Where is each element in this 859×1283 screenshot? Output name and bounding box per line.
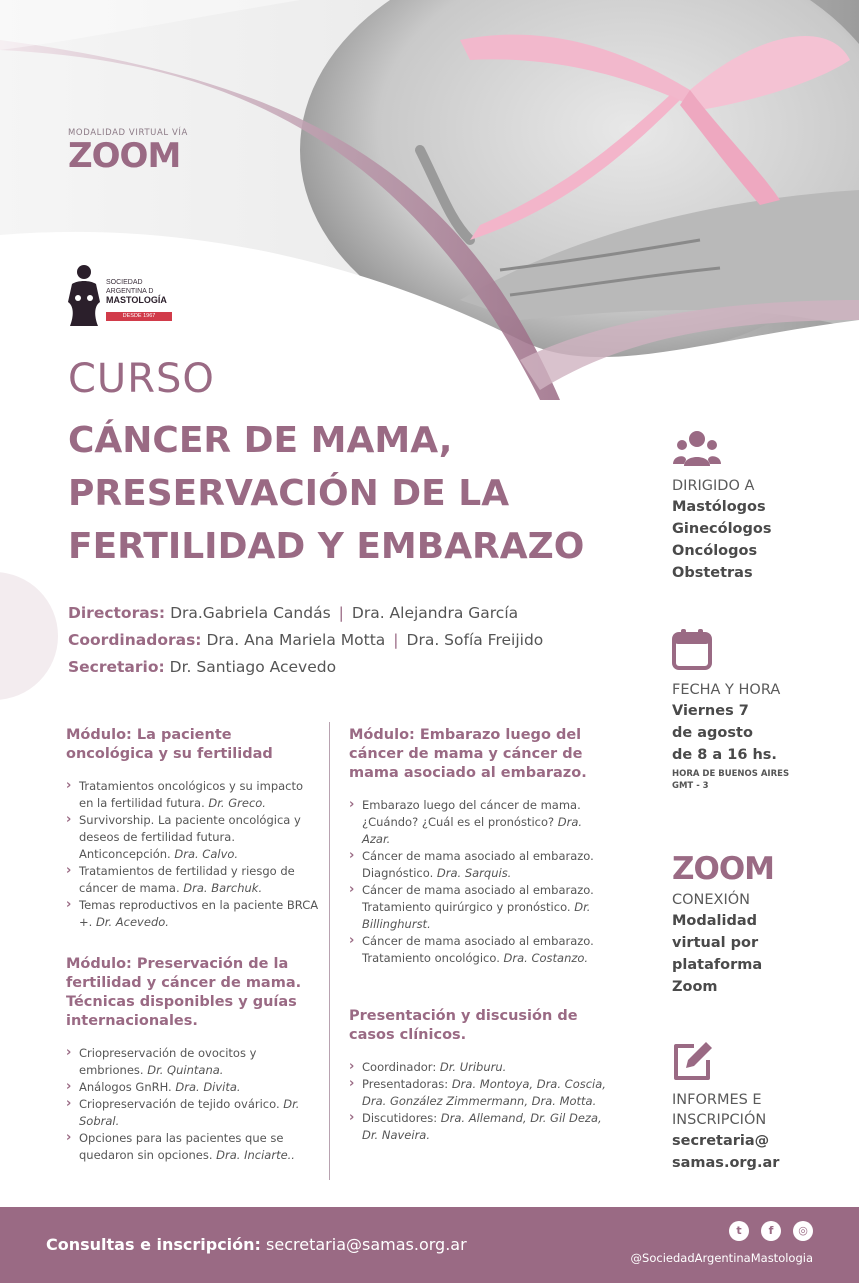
footer-contact — [46, 1235, 467, 1254]
hero-banner — [0, 0, 859, 400]
director-2: Dra. Alejandra García — [351, 604, 519, 622]
connection-line4: Zoom — [672, 979, 718, 995]
connection-block — [672, 852, 842, 998]
modules-mid-column — [349, 726, 611, 1144]
hero-photo-illustration — [0, 0, 859, 400]
people-block — [68, 600, 543, 681]
audience-label: DIRIGIDO A — [672, 478, 755, 494]
info-label1: INFORMES E — [672, 1092, 762, 1108]
date-line3: de 8 a 16 hs. — [672, 747, 777, 763]
date-line2: de agosto — [672, 725, 753, 741]
audience-item: Oncólogos — [672, 543, 758, 559]
directors-row — [68, 600, 543, 627]
instagram-icon[interactable]: ◎ — [793, 1221, 813, 1241]
calendar-icon — [672, 628, 712, 670]
director-1: Dra.Gabriela Candás — [170, 604, 331, 622]
secretary-name: Dr. Santiago Acevedo — [169, 658, 337, 676]
logo-line3: MASTOLOGÍA — [106, 295, 167, 305]
list-item: › Survivorship. La paciente oncológica y deseos de fertilidad futura. Anticoncepción. Dra. Calvo. — [66, 812, 320, 863]
module-1-list — [66, 778, 320, 931]
logo-badge: DESDE 1967 — [106, 312, 172, 321]
module-4-title: Presentación y discusión de casos clínicos. — [349, 1008, 578, 1043]
audience-item: Obstetras — [672, 565, 753, 581]
list-item: › Coordinador: Dr. Uriburu. — [349, 1059, 611, 1076]
connection-line1: Modalidad — [672, 913, 758, 929]
connection-line3: plataforma — [672, 957, 763, 973]
coordinator-1: Dra. Ana Mariela Motta — [206, 631, 386, 649]
module-3-list — [349, 797, 611, 967]
modules-left-column — [66, 726, 320, 1164]
directors-label: Directoras: — [68, 604, 166, 622]
course-title-line2: PRESERVACIÓN DE LA — [68, 473, 510, 514]
info-block — [672, 1040, 842, 1174]
social-handle[interactable]: @SociedadArgentinaMastologia — [630, 1251, 813, 1265]
zoom-logo-text: ZOOM — [68, 136, 181, 176]
list-item: › Criopreservación de ovocitos y embriones. Dr. Quintana. — [66, 1045, 320, 1079]
coordinators-row — [68, 627, 543, 654]
secretary-row — [68, 654, 543, 681]
module-4-list — [349, 1059, 611, 1144]
list-item: › Opciones para las pacientes que se quedaron sin opciones. Dra. Inciarte.. — [66, 1130, 320, 1164]
course-kicker: CURSO — [68, 356, 215, 402]
list-item: › Análogos GnRH. Dra. Divita. — [66, 1079, 320, 1096]
list-item: › Criopreservación de tejido ovárico. Dr. Sobral. — [66, 1096, 320, 1130]
info-label2: INSCRIPCIÓN — [672, 1112, 767, 1128]
silhouette-figure-icon — [64, 262, 104, 328]
module-1-title: Módulo: La paciente oncológica y su fertilidad — [66, 727, 273, 762]
column-divider — [329, 722, 330, 1180]
module-2-title: Módulo: Preservación de la fertilidad y cáncer de mama. Técnicas disponibles y guías internacionales. — [66, 956, 302, 1029]
module-3-title: Módulo: Embarazo luego del cáncer de mama y cáncer de mama asociado al embarazo. — [349, 727, 587, 781]
secretary-label: Secretario: — [68, 658, 165, 676]
coordinator-2: Dra. Sofía Freijido — [406, 631, 544, 649]
course-title — [68, 414, 648, 573]
audience-item: Ginecólogos — [672, 521, 772, 537]
audience-block — [672, 428, 842, 584]
module-2-list — [66, 1045, 320, 1164]
timezone-line1: HORA DE BUENOS AIRES — [672, 769, 790, 779]
info-email-line2[interactable]: samas.org.ar — [672, 1155, 780, 1171]
list-item: › Cáncer de mama asociado al embarazo. Tratamiento quirúrgico y pronóstico. Dr. Billinghurst. — [349, 882, 611, 933]
footer-email-link[interactable]: secretaria@samas.org.ar — [266, 1235, 467, 1254]
social-links — [729, 1221, 813, 1241]
edit-icon — [672, 1040, 714, 1082]
connection-label: CONEXIÓN — [672, 892, 751, 908]
audience-item: Mastólogos — [672, 499, 766, 515]
info-email-line1[interactable]: secretaria@ — [672, 1133, 770, 1149]
list-item: › Tratamientos oncológicos y su impacto en la fertilidad futura. Dr. Greco. — [66, 778, 320, 812]
coordinators-label: Coordinadoras: — [68, 631, 202, 649]
course-title-line3: FERTILIDAD Y EMBARAZO — [68, 526, 585, 567]
list-item: › Presentadoras: Dra. Montoya, Dra. Coscia, Dra. González Zimmermann, Dra. Motta. — [349, 1076, 611, 1110]
list-item: › Discutidores: Dra. Allemand, Dr. Gil Deza, Dr. Naveira. — [349, 1110, 611, 1144]
modality-label: MODALIDAD VIRTUAL VÍA — [68, 128, 188, 138]
timezone-line2: GMT - 3 — [672, 781, 709, 791]
list-item: › Tratamientos de fertilidad y riesgo de cáncer de mama. Dra. Barchuk. — [66, 863, 320, 897]
zoom-header — [68, 128, 188, 174]
list-item: › Temas reproductivos en la paciente BRCA +. Dr. Acevedo. — [66, 897, 320, 931]
separator: | — [338, 604, 344, 622]
twitter-icon[interactable]: t — [729, 1221, 749, 1241]
course-title-line1: CÁNCER DE MAMA, — [68, 420, 453, 461]
group-icon — [672, 428, 722, 468]
connection-line2: virtual por — [672, 935, 759, 951]
separator: | — [393, 631, 399, 649]
decorative-circle — [0, 572, 58, 700]
facebook-icon[interactable]: f — [761, 1221, 781, 1241]
list-item: › Cáncer de mama asociado al embarazo. Diagnóstico. Dra. Sarquis. — [349, 848, 611, 882]
zoom-logo-text: ZOOM — [672, 851, 775, 887]
footer-contact-label: Consultas e inscripción: — [46, 1235, 261, 1254]
date-line1: Viernes 7 — [672, 703, 749, 719]
logo-line1: SOCIEDAD — [106, 279, 143, 286]
logo-line2: ARGENTINA D — [106, 288, 154, 295]
date-block — [672, 628, 842, 792]
date-label: FECHA Y HORA — [672, 682, 781, 698]
list-item: › Cáncer de mama asociado al embarazo. Tratamiento oncológico. Dra. Costanzo. — [349, 933, 611, 967]
footer — [0, 1207, 859, 1283]
list-item: › Embarazo luego del cáncer de mama. ¿Cuándo? ¿Cuál es el pronóstico? Dra. Azar. — [349, 797, 611, 848]
society-logo — [64, 262, 176, 328]
